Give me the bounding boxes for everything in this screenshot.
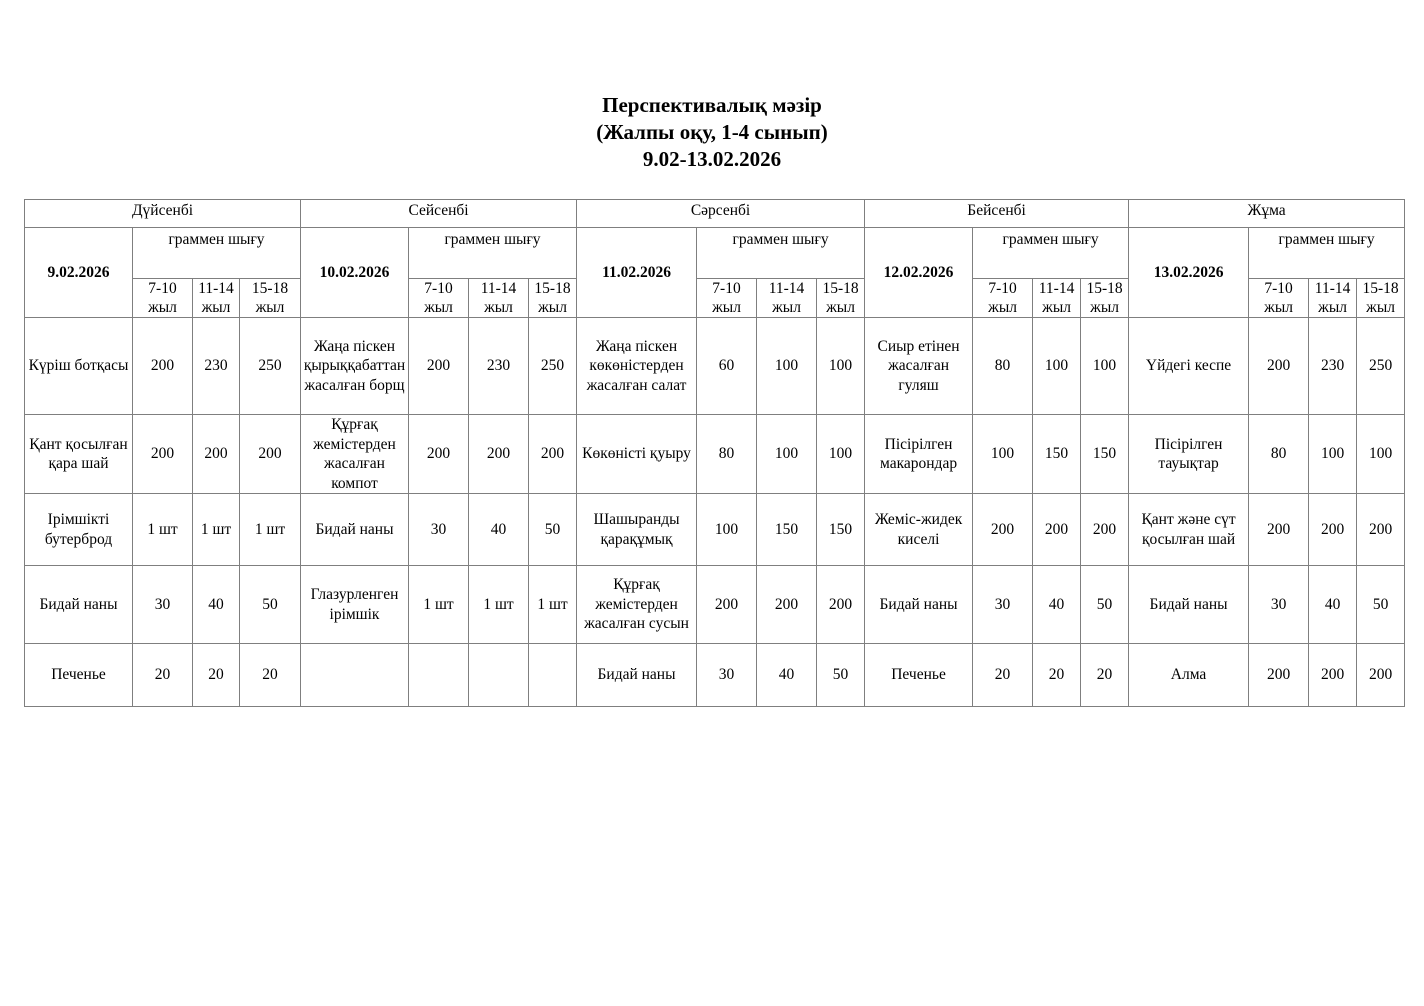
quantity-cell: 1 шт bbox=[240, 494, 301, 566]
age-group: 7-10 жыл bbox=[409, 279, 469, 318]
dish-cell: Үйдегі кеспе bbox=[1129, 318, 1249, 415]
quantity-cell: 50 bbox=[240, 566, 301, 644]
quantity-cell: 20 bbox=[1081, 644, 1129, 707]
quantity-cell: 250 bbox=[240, 318, 301, 415]
gram-output-label: граммен шығу bbox=[973, 228, 1129, 279]
quantity-cell: 50 bbox=[529, 494, 577, 566]
quantity-cell: 200 bbox=[409, 318, 469, 415]
table-row bbox=[25, 566, 1405, 644]
dish-cell: Шашыранды қарақұмық bbox=[577, 494, 697, 566]
quantity-cell: 100 bbox=[1081, 318, 1129, 415]
quantity-cell: 200 bbox=[1249, 644, 1309, 707]
quantity-cell: 200 bbox=[1249, 318, 1309, 415]
gram-output-label: граммен шығу bbox=[133, 228, 301, 279]
day-date: 12.02.2026 bbox=[865, 228, 973, 318]
quantity-cell: 230 bbox=[193, 318, 240, 415]
quantity-cell: 20 bbox=[973, 644, 1033, 707]
age-group: 7-10 жыл bbox=[1249, 279, 1309, 318]
quantity-cell: 1 шт bbox=[133, 494, 193, 566]
quantity-cell: 20 bbox=[133, 644, 193, 707]
quantity-cell: 20 bbox=[240, 644, 301, 707]
quantity-cell: 1 шт bbox=[529, 566, 577, 644]
dish-cell: Ірімшікті бутерброд bbox=[25, 494, 133, 566]
quantity-cell: 150 bbox=[757, 494, 817, 566]
quantity-cell: 200 bbox=[133, 318, 193, 415]
dish-cell: Бидай наны bbox=[865, 566, 973, 644]
quantity-cell: 40 bbox=[193, 566, 240, 644]
age-group: 15-18 жыл bbox=[1357, 279, 1405, 318]
day-date: 10.02.2026 bbox=[301, 228, 409, 318]
dish-cell: Бидай наны bbox=[25, 566, 133, 644]
age-group: 7-10 жыл bbox=[973, 279, 1033, 318]
quantity-cell: 150 bbox=[1033, 415, 1081, 494]
menu-table bbox=[24, 199, 1405, 707]
dish-cell: Жаңа піскен көкөністерден жасалған салат bbox=[577, 318, 697, 415]
title-line-3: 9.02-13.02.2026 bbox=[642, 147, 782, 171]
quantity-cell: 200 bbox=[133, 415, 193, 494]
quantity-cell: 30 bbox=[409, 494, 469, 566]
gram-output-label: граммен шығу bbox=[1249, 228, 1405, 279]
dish-cell: Күріш ботқасы bbox=[25, 318, 133, 415]
quantity-cell: 60 bbox=[697, 318, 757, 415]
quantity-cell: 30 bbox=[697, 644, 757, 707]
quantity-cell: 100 bbox=[757, 318, 817, 415]
quantity-cell: 100 bbox=[973, 415, 1033, 494]
title-line-2: (Жалпы оқу, 1-4 сынып) bbox=[596, 120, 828, 144]
quantity-cell: 200 bbox=[1249, 494, 1309, 566]
quantity-cell: 50 bbox=[1081, 566, 1129, 644]
day-name: Бейсенбі bbox=[865, 200, 1129, 228]
age-group: 15-18 жыл bbox=[1081, 279, 1129, 318]
quantity-cell: 30 bbox=[1249, 566, 1309, 644]
document-title bbox=[0, 92, 1424, 173]
age-group: 11-14 жыл bbox=[469, 279, 529, 318]
gram-output-label: граммен шығу bbox=[697, 228, 865, 279]
quantity-cell: 50 bbox=[1357, 566, 1405, 644]
dish-cell: Көкөністі қуыру bbox=[577, 415, 697, 494]
quantity-cell: 40 bbox=[1309, 566, 1357, 644]
dish-cell: Бидай наны bbox=[301, 494, 409, 566]
quantity-cell: 1 шт bbox=[469, 566, 529, 644]
quantity-cell: 100 bbox=[1309, 415, 1357, 494]
quantity-cell: 200 bbox=[529, 415, 577, 494]
quantity-cell: 20 bbox=[193, 644, 240, 707]
dish-cell: Сиыр етінен жасалған гуляш bbox=[865, 318, 973, 415]
quantity-cell: 80 bbox=[973, 318, 1033, 415]
quantity-cell bbox=[409, 644, 469, 707]
quantity-cell: 200 bbox=[409, 415, 469, 494]
quantity-cell: 200 bbox=[469, 415, 529, 494]
day-header-row bbox=[25, 200, 1405, 228]
age-group: 7-10 жыл bbox=[133, 279, 193, 318]
dish-cell: Бидай наны bbox=[577, 644, 697, 707]
quantity-cell: 100 bbox=[817, 318, 865, 415]
day-name: Сәрсенбі bbox=[577, 200, 865, 228]
dish-cell: Қант қосылған қара шай bbox=[25, 415, 133, 494]
quantity-cell: 150 bbox=[1081, 415, 1129, 494]
day-date: 11.02.2026 bbox=[577, 228, 697, 318]
quantity-cell: 80 bbox=[1249, 415, 1309, 494]
gram-output-label: граммен шығу bbox=[409, 228, 577, 279]
dish-cell: Глазурленген ірімшік bbox=[301, 566, 409, 644]
dish-cell: Пісірілген макарондар bbox=[865, 415, 973, 494]
dish-cell: Алма bbox=[1129, 644, 1249, 707]
quantity-cell: 230 bbox=[1309, 318, 1357, 415]
quantity-cell: 40 bbox=[757, 644, 817, 707]
quantity-cell: 200 bbox=[1033, 494, 1081, 566]
age-group: 15-18 жыл bbox=[240, 279, 301, 318]
quantity-cell: 200 bbox=[1357, 494, 1405, 566]
dish-cell: Бидай наны bbox=[1129, 566, 1249, 644]
quantity-cell: 250 bbox=[529, 318, 577, 415]
quantity-cell: 100 bbox=[1033, 318, 1081, 415]
quantity-cell bbox=[529, 644, 577, 707]
dish-cell: Қант және сүт қосылған шай bbox=[1129, 494, 1249, 566]
dish-cell: Пісірілген тауықтар bbox=[1129, 415, 1249, 494]
quantity-cell: 250 bbox=[1357, 318, 1405, 415]
quantity-cell: 150 bbox=[817, 494, 865, 566]
quantity-cell bbox=[469, 644, 529, 707]
age-group: 7-10 жыл bbox=[697, 279, 757, 318]
day-name: Жұма bbox=[1129, 200, 1405, 228]
age-group: 15-18 жыл bbox=[529, 279, 577, 318]
quantity-cell: 200 bbox=[1081, 494, 1129, 566]
quantity-cell: 200 bbox=[193, 415, 240, 494]
age-group: 11-14 жыл bbox=[757, 279, 817, 318]
age-group: 15-18 жыл bbox=[817, 279, 865, 318]
dish-cell: Печенье bbox=[865, 644, 973, 707]
quantity-cell: 1 шт bbox=[409, 566, 469, 644]
table-row bbox=[25, 318, 1405, 415]
title-line-1: Перспективалық мәзір bbox=[602, 93, 822, 117]
dish-cell: Құрғақ жемістерден жасалған сусын bbox=[577, 566, 697, 644]
age-group: 11-14 жыл bbox=[1309, 279, 1357, 318]
quantity-cell: 100 bbox=[1357, 415, 1405, 494]
quantity-cell: 20 bbox=[1033, 644, 1081, 707]
sub-header-row bbox=[25, 228, 1405, 279]
quantity-cell: 200 bbox=[1357, 644, 1405, 707]
quantity-cell: 80 bbox=[697, 415, 757, 494]
dish-cell: Жаңа піскен қырыққабаттан жасалған борщ bbox=[301, 318, 409, 415]
quantity-cell: 100 bbox=[757, 415, 817, 494]
quantity-cell: 200 bbox=[697, 566, 757, 644]
table-row bbox=[25, 494, 1405, 566]
quantity-cell: 40 bbox=[469, 494, 529, 566]
day-name: Сейсенбі bbox=[301, 200, 577, 228]
quantity-cell: 100 bbox=[817, 415, 865, 494]
quantity-cell: 1 шт bbox=[193, 494, 240, 566]
quantity-cell: 50 bbox=[817, 644, 865, 707]
quantity-cell: 200 bbox=[240, 415, 301, 494]
table-row bbox=[25, 644, 1405, 707]
quantity-cell: 230 bbox=[469, 318, 529, 415]
quantity-cell: 200 bbox=[1309, 494, 1357, 566]
quantity-cell: 30 bbox=[973, 566, 1033, 644]
table-row bbox=[25, 415, 1405, 494]
dish-cell: Жеміс-жидек киселі bbox=[865, 494, 973, 566]
quantity-cell: 200 bbox=[1309, 644, 1357, 707]
dish-cell: Құрғақ жемістерден жасалған компот bbox=[301, 415, 409, 494]
day-name: Дүйсенбі bbox=[25, 200, 301, 228]
dish-cell: Печенье bbox=[25, 644, 133, 707]
quantity-cell: 200 bbox=[757, 566, 817, 644]
quantity-cell: 30 bbox=[133, 566, 193, 644]
day-date: 13.02.2026 bbox=[1129, 228, 1249, 318]
quantity-cell: 100 bbox=[697, 494, 757, 566]
day-date: 9.02.2026 bbox=[25, 228, 133, 318]
quantity-cell: 40 bbox=[1033, 566, 1081, 644]
quantity-cell: 200 bbox=[973, 494, 1033, 566]
dish-cell bbox=[301, 644, 409, 707]
age-group: 11-14 жыл bbox=[1033, 279, 1081, 318]
age-group: 11-14 жыл bbox=[193, 279, 240, 318]
quantity-cell: 200 bbox=[817, 566, 865, 644]
